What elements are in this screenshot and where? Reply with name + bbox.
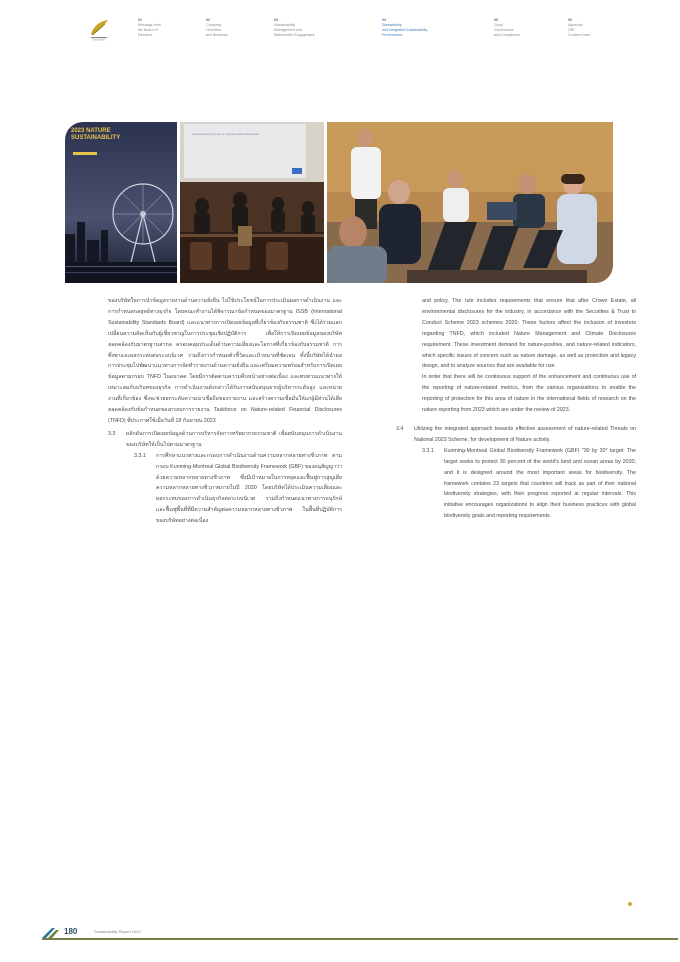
left-paragraph: ของบริษัทในการนำข้อมูลรายงานด้านความยั่งยืน ไปใช้ประโยชน์ในการประเมินผลการดำเนินงาน และการกำหนดกลยุทธ์ทางธุรกิจ โดยคณะทำงานได้พิจารณาข้อกำหนดของมาตรฐาน ISSB (International Sustainability Standards Board) และแนวทางการเปิดเผยข้อมูลที่เกี่ยวข้องกับธรรมชาติ ซึ่งได้ร่วมแลกเปลี่ยนความคิดเห็นกับผู้เชี่ยวชาญในการประชุมเชิงปฏิบัติการ เพื่อให้การเปิดเผยข้อมูลของบริษัทสอดคล้องกับมาตรฐานสากล ครอบคลุมประเด็นด้านความเสี่ยงและโอกาสที่เกี่ยวข้องกับธรรมชาติ การพึ่งพาและผลกระทบต่อระบบนิเวศ รวมถึงการกำหนดตัวชี้วัดและเป้าหมายที่ชัดเจน ทั้งนี้บริษัทได้นำผลการประชุมไปพัฒนาแนวทางการจัดทำรายงานด้านความยั่งยืน และเตรียมความพร้อมสำหรับการเปิดเผยข้อมูลตามกรอบ TNFD ในอนาคต โดยมีการติดตามความคืบหน้าอย่างต่อเนื่อง และทบทวนแนวทางให้เหมาะสมกับบริบทของธุรกิจ การดำเนินงานดังกล่าวได้รับการสนับสนุนจากผู้บริหารระดับสูง และหน่วยงานที่เกี่ยวข้อง ซึ่งจะช่วยยกระดับความน่าเชื่อถือของรายงาน และสร้างความเชื่อมั่นให้แก่ผู้มีส่วนได้เสีย สอดคล้องกับข้อกำหนดของกรอบการรายงาน Taskforce on Nature-related Financial Disclosures (TNFD) ที่ประกาศใช้เมื่อวันที่ 18 กันยายน 2023 — [108, 298, 342, 424]
section-item — [396, 424, 636, 446]
nav-label-line: Appendix — [568, 23, 583, 27]
accent-dot — [628, 902, 632, 906]
sub-item-text: Kunming-Montreal Global Biodiversity Framework (GBF) "30 by 30" target: The target seeks to protect 30 percent of the world's land and ocean areas by 2030, and it is designed around the most important areas for biodiversity. The framework contains 23 targets that countries will track as part of their national biodiversity strategies, with their progress reported at regular intervals. This initiative encourages organizations to align their business practices with global biodiversity goals and reporting requirements. — [444, 447, 636, 520]
page-footer — [0, 924, 680, 962]
leaf-logo-icon — [88, 16, 110, 42]
nav-label-line: and Integrated Sustainability — [382, 28, 428, 32]
nav-section-02[interactable] — [206, 18, 228, 38]
footer-rule — [42, 938, 678, 940]
nav-num: 05 — [494, 18, 498, 22]
nav-num: 03 — [274, 18, 278, 22]
nav-label-line: Management and — [274, 28, 302, 32]
nav-label-line: and Compliance — [494, 33, 520, 37]
right-paragraph: In order that there will be continuous support of the enhancement and continuous use of the reporting of nature-related metrics, from the various organizations to enable the reporting of protection for this area of nature in the international fields of research on the nature reporting from 2023 which are under the review of 2023. — [422, 374, 636, 414]
item-text: Utilizing the integrated approach towards effective assessment of nature-related Threats on National 2023 Scheme, for development of Nature activity. — [414, 425, 636, 443]
nav-section-01[interactable] — [138, 18, 161, 38]
nav-label-line: the Board of — [138, 28, 158, 32]
left-text-column — [108, 296, 342, 527]
nav-label-line: Sustainability — [274, 23, 296, 27]
footer-chevron-icon — [42, 926, 62, 945]
sub-item — [108, 451, 342, 527]
panel-stage-photo — [180, 122, 324, 283]
sub-item — [396, 446, 636, 522]
page-number: 180 — [64, 927, 78, 936]
item-text: ผลักดันการเปิดเผยข้อมูลด้านการบริหารจัดการทรัพยากรธรรมชาติ เพื่อสนับสนุนการดำเนินงานของบริษัทให้เป็นไปตามมาตรฐาน — [126, 430, 342, 448]
screen-caption: Accelerating progress on nature-related disclosure — [192, 132, 260, 136]
workshop-laptops-photo — [327, 122, 613, 283]
nav-num: 02 — [206, 18, 210, 22]
nav-label-line: Message from — [138, 23, 161, 27]
sub-item-text: การศึกษาแนวทางและกรอบการดำเนินงานด้านความหลากหลายทางชีวภาพ ตามกรอบ Kunming-Montreal Global Biodiversity Framework (GBF) ของอนุสัญญาว่าด้วยความหลากหลายทางชีวภาพ ซึ่งมีเป้าหมายในการหยุดและฟื้นฟูการสูญเสียความหลากหลายทางชีวภาพภายในปี 2030 โดยบริษัทได้ประเมินความเสี่ยงและผลกระทบของการดำเนินธุรกิจต่อระบบนิเวศ รวมถึงกำหนดแนวทางการอนุรักษ์และฟื้นฟูพื้นที่ที่มีความสำคัญต่อความหลากหลายทางชีวภาพ ในพื้นที่ปฏิบัติการของบริษัทอย่างต่อเนื่อง — [156, 452, 342, 525]
nav-label-line: Stakeholder Engagement — [274, 33, 315, 37]
nav-label-line: Stewardship — [382, 23, 402, 27]
page-header — [88, 16, 628, 46]
nav-label-line: GRI — [568, 28, 575, 32]
nav-num: 04 — [382, 18, 386, 22]
nav-label-line: Directors — [138, 33, 153, 37]
sub-item-number: 3.3.1 — [422, 447, 434, 454]
section-item — [108, 429, 342, 451]
poster-title: 2023 NATURE SUSTAINABILITY — [71, 128, 121, 141]
nav-section-06[interactable] — [568, 18, 590, 38]
sub-item-number: 3.3.1 — [134, 452, 146, 459]
nav-section-05[interactable] — [494, 18, 520, 38]
nav-label-line: Content Index — [568, 33, 591, 37]
nav-label-line: Good — [494, 23, 503, 27]
conference-poster-photo — [65, 122, 177, 283]
nav-num: 01 — [138, 18, 142, 22]
nav-section-03[interactable] — [274, 18, 315, 38]
nav-label-line: and Business — [206, 33, 228, 37]
nav-section-04-active[interactable] — [382, 18, 427, 38]
item-number: 3.4 — [396, 425, 404, 432]
nav-label-line: Governance — [494, 28, 514, 32]
report-title: Sustainability Report 2023 — [94, 929, 141, 934]
photo-strip — [65, 122, 613, 283]
right-text-column — [396, 296, 636, 522]
nav-label-line: Performance — [382, 33, 403, 37]
right-paragraph: and policy. The rule includes requirements that ensure that after Crown Estate, all environmental disclosures for the industry, in accordance with the Securities & Trust to Conduct Scheme 2023 schemes 2020. These factors affect the inclusion of investors regarding TNFD, which included Nature Management and Climate Disclosures requirement. These investment demand for nature-positive, and nature-related indicators, which specific issues of concern such as nature damage, as well as protection and legacy design, and to analyze sources that are available for use. — [422, 298, 636, 370]
nav-num: 06 — [568, 18, 572, 22]
item-number: 3.3 — [108, 430, 116, 437]
nav-label-line: Overview — [206, 28, 221, 32]
nav-label-line: Company — [206, 23, 222, 27]
